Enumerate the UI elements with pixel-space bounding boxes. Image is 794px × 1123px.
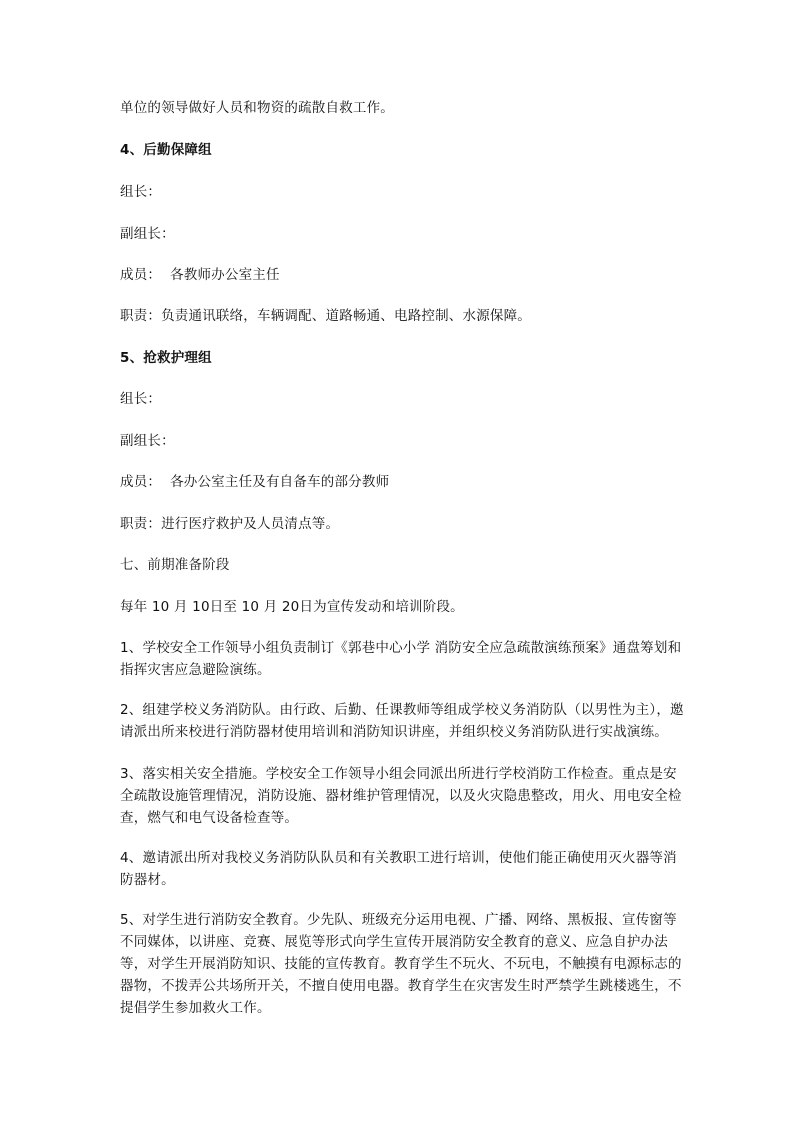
rescue-duty: 职责：进行医疗救护及人员清点等。 — [120, 516, 340, 532]
preparation-item-2: 2、组建学校义务消防队。由行政、后勤、任课教师等组成学校义务消防队（以男性为主），邀请派出所来校进行消防器材使用培训和消防知识讲座，并组织校义务消防队进行实战演练。 — [120, 702, 684, 740]
preparation-item-5: 5、对学生进行消防安全教育。少先队、班级充分运用电视、广播、网络、黑板报、宣传窗等不同媒体，以讲座、竞赛、展览等形式向学生宣传开展消防安全教育的意义、应急自护办法等，对学生开展消防知识、技能的宣传教育。教育学生不玩火、不玩电，不触摸有电源标志的器物，不拨弄公共场所开关，不擅自使用电器。教育学生在灾害发生时严禁学生跳楼逃生，不提倡学生参加救火工作。 — [120, 912, 682, 1016]
section-seven-intro: 每年 10 月 10日至 10 月 20日为宣传发动和培训阶段。 — [120, 599, 464, 615]
rescue-members: 成员： 各办公室主任及有自备车的部分教师 — [120, 474, 390, 490]
rescue-leader-label: 组长： — [120, 391, 162, 407]
logistics-deputy-label: 副组长： — [120, 226, 175, 242]
logistics-duty: 职责：负责通讯联络，车辆调配、道路畅通、电路控制、水源保障。 — [120, 308, 531, 324]
paragraph-evacuation-leaders: 单位的领导做好人员和物资的疏散自救工作。 — [120, 100, 394, 116]
preparation-item-1: 1、学校安全工作领导小组负责制订《郭巷中心小学 消防安全应急疏散演练预案》通盘筹划和指挥灾害应急避险演练。 — [120, 640, 682, 678]
rescue-group-heading: 5、抢救护理组 — [120, 350, 212, 366]
logistics-leader-label: 组长： — [120, 184, 162, 200]
section-seven-heading: 七、前期准备阶段 — [120, 557, 230, 573]
rescue-deputy-label: 副组长： — [120, 433, 175, 449]
preparation-item-4: 4、邀请派出所对我校义务消防队队员和有关教职工进行培训，使他们能正确使用灭火器等消防器材。 — [120, 850, 677, 888]
logistics-group-heading: 4、后勤保障组 — [120, 142, 212, 158]
preparation-item-3: 3、落实相关安全措施。学校安全工作领导小组会同派出所进行学校消防工作检查。重点是安全疏散设施管理情况，消防设施、器材维护管理情况，以及火灾隐患整改，用火、用电安全检查，燃气和电气设备检查等。 — [120, 766, 682, 826]
logistics-members: 成员： 各教师办公室主任 — [120, 267, 280, 283]
